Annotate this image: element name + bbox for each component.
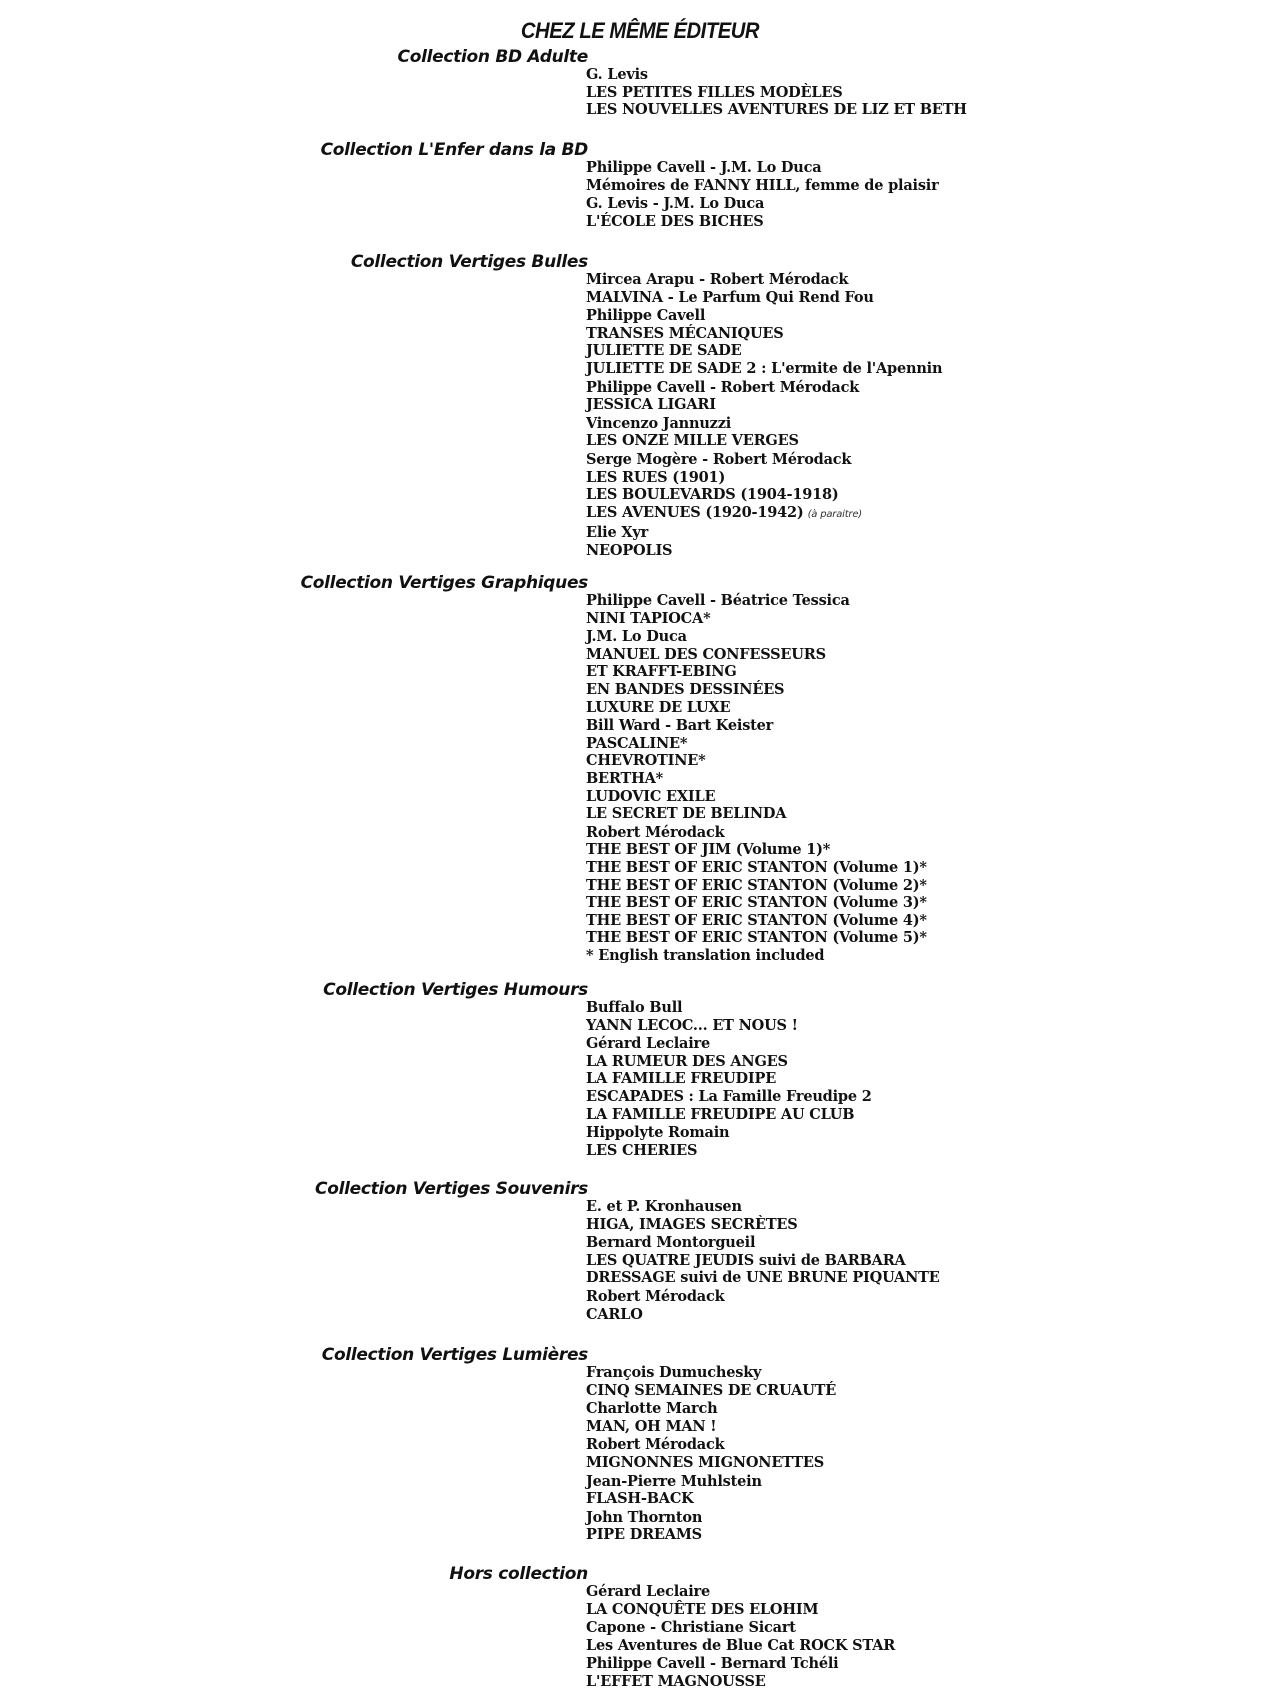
entry-text: Vincenzo Jannuzzi xyxy=(586,414,732,432)
book-title-line xyxy=(586,1601,895,1619)
entry-text: THE BEST OF ERIC STANTON (Volume 3)* xyxy=(586,894,927,912)
entry-text: G. Levis xyxy=(586,66,648,83)
author-line xyxy=(586,1583,895,1601)
entry-text: MANUEL DES CONFESSEURS xyxy=(586,645,826,663)
author-line xyxy=(586,1400,836,1418)
entry-text: JULIETTE DE SADE xyxy=(586,342,742,360)
entry-text: MALVINA - Le Parfum Qui Rend Fou xyxy=(586,288,874,306)
author-line xyxy=(586,1655,895,1673)
author-line xyxy=(586,1473,836,1491)
book-title-line xyxy=(586,1070,872,1088)
author-line xyxy=(586,524,942,542)
entry-text: CARLO xyxy=(586,1305,643,1323)
author-line xyxy=(586,195,939,213)
entry-text: Elie Xyr xyxy=(586,524,649,542)
entry-text: THE BEST OF ERIC STANTON (Volume 1)* xyxy=(586,858,927,876)
author-line xyxy=(586,1509,836,1527)
entry-text: PIPE DREAMS xyxy=(586,1526,702,1544)
collection-entries xyxy=(586,592,927,964)
book-title-line xyxy=(586,1637,895,1655)
entry-text: E. et P. Kronhausen xyxy=(586,1198,742,1215)
entry-text: John Thornton xyxy=(586,1508,703,1526)
author-line xyxy=(586,1198,940,1216)
entry-text: L'ÉCOLE DES BICHES xyxy=(586,212,764,230)
entry-text: DRESSAGE suivi de UNE BRUNE PIQUANTE xyxy=(586,1269,940,1287)
book-title-line xyxy=(586,735,927,753)
entry-text: Gérard Leclaire xyxy=(586,1583,710,1600)
book-title-line xyxy=(586,859,927,877)
author-line xyxy=(586,824,927,842)
author-line xyxy=(586,1436,836,1454)
book-title-line xyxy=(586,177,939,195)
entry-text: LES BOULEVARDS (1904-1918) xyxy=(586,486,839,504)
entry-text: CINQ SEMAINES DE CRUAUTÉ xyxy=(586,1381,837,1399)
entry-text: LES NOUVELLES AVENTURES DE LIZ ET BETH xyxy=(586,101,967,119)
author-line xyxy=(586,1124,872,1142)
book-title-line xyxy=(586,929,927,947)
author-line xyxy=(586,1364,836,1382)
author-line xyxy=(586,1619,895,1637)
book-title-line xyxy=(586,1306,940,1324)
book-title-line xyxy=(586,947,927,965)
book-title-line xyxy=(586,699,927,717)
entry-text: JESSICA LIGARI xyxy=(586,396,716,414)
collection-entries xyxy=(586,999,872,1159)
entry-text: LUXURE DE LUXE xyxy=(586,698,731,716)
collection-heading: Collection Vertiges Lumières xyxy=(321,1345,588,1365)
book-title-line xyxy=(586,788,927,806)
entry-text: MAN, OH MAN ! xyxy=(586,1417,717,1435)
book-title-line xyxy=(586,1673,895,1691)
book-title-line xyxy=(586,1053,872,1071)
collection-heading: Collection BD Adulte xyxy=(397,47,588,67)
book-title-line xyxy=(586,504,942,524)
author-line xyxy=(586,999,872,1017)
book-title-line xyxy=(586,681,927,699)
book-title-line xyxy=(586,894,927,912)
book-title-line xyxy=(586,469,942,487)
entry-text: Mémoires de FANNY HILL, femme de plaisir xyxy=(586,176,939,194)
book-title-line xyxy=(586,1418,836,1436)
book-title-line xyxy=(586,1106,872,1124)
book-title-line xyxy=(586,805,927,823)
entry-text: JULIETTE DE SADE 2 : L'ermite de l'Apennin xyxy=(586,359,943,377)
entry-text: THE BEST OF ERIC STANTON (Volume 5)* xyxy=(586,929,927,947)
entry-text: EN BANDES DESSINÉES xyxy=(586,680,785,698)
collection-heading: Collection Vertiges Graphiques xyxy=(300,573,588,593)
entry-text: BERTHA* xyxy=(586,769,664,787)
entry-text: NINI TAPIOCA* xyxy=(586,609,711,627)
entry-text: THE BEST OF ERIC STANTON (Volume 4)* xyxy=(586,911,927,929)
author-line xyxy=(586,307,942,325)
author-line xyxy=(586,1288,940,1306)
entry-text: THE BEST OF JIM (Volume 1)* xyxy=(586,841,831,859)
book-title-line xyxy=(586,841,927,859)
entry-text: LE SECRET DE BELINDA xyxy=(586,805,787,823)
book-title-line xyxy=(586,432,942,450)
entry-text: PASCALINE* xyxy=(586,734,688,752)
entry-text: LES CHERIES xyxy=(586,1141,698,1159)
entry-text: LUDOVIC EXILE xyxy=(586,787,716,805)
entry-text: Robert Mérodack xyxy=(586,1287,725,1305)
book-title-line xyxy=(586,360,942,378)
entry-text: * English translation included xyxy=(586,946,825,964)
book-title-line xyxy=(586,213,939,231)
entry-text: G. Levis - J.M. Lo Duca xyxy=(586,195,765,213)
collection-heading: Collection Vertiges Humours xyxy=(323,980,588,1000)
book-title-line xyxy=(586,770,927,788)
author-line xyxy=(586,628,927,646)
collection-heading: Hors collection xyxy=(449,1564,588,1584)
entry-text: Serge Mogère - Robert Mérodack xyxy=(586,450,852,468)
entry-text: Philippe Cavell - Béatrice Tessica xyxy=(586,592,850,609)
book-title-line xyxy=(586,1382,836,1400)
book-title-line xyxy=(586,84,967,102)
entry-text: Bernard Montorgueil xyxy=(586,1234,756,1252)
book-title-line xyxy=(586,1454,836,1472)
entry-text: Mircea Arapu - Robert Mérodack xyxy=(586,271,849,288)
entry-text: Jean-Pierre Muhlstein xyxy=(586,1472,762,1490)
collection-entries xyxy=(586,1198,940,1323)
entry-text: Robert Mérodack xyxy=(586,823,725,841)
collection-heading: Collection Vertiges Bulles xyxy=(350,252,588,272)
entry-text: LA CONQUÊTE DES ELOHIM xyxy=(586,1600,819,1618)
author-line xyxy=(586,451,942,469)
entry-text: Gérard Leclaire xyxy=(586,1035,710,1053)
entry-text: MIGNONNES MIGNONETTES xyxy=(586,1453,824,1471)
entry-text: LES QUATRE JEUDIS suivi de BARBARA xyxy=(586,1251,906,1269)
entry-text: ET KRAFFT-EBING xyxy=(586,663,737,681)
entry-text: FLASH-BACK xyxy=(586,1490,694,1508)
entry-text: Bill Ward - Bart Keister xyxy=(586,717,774,735)
entry-text: Buffalo Bull xyxy=(586,999,683,1016)
entry-text: LES AVENUES (1920-1942) xyxy=(586,503,804,521)
book-title-line xyxy=(586,1088,872,1106)
collection-entries xyxy=(586,159,939,230)
book-title-line xyxy=(586,101,967,119)
author-line xyxy=(586,1035,872,1053)
book-title-line xyxy=(586,486,942,504)
book-title-line xyxy=(586,1269,940,1287)
collection-heading: Collection L'Enfer dans la BD xyxy=(320,140,588,160)
entry-text: LES PETITES FILLES MODÈLES xyxy=(586,83,843,101)
entry-text: LA FAMILLE FREUDIPE AU CLUB xyxy=(586,1105,855,1123)
entry-text: François Dumuchesky xyxy=(586,1364,762,1381)
entry-text: Hippolyte Romain xyxy=(586,1124,730,1142)
entry-text: YANN LECOC... ET NOUS ! xyxy=(586,1016,798,1034)
collection-entries xyxy=(586,66,967,119)
book-title-line xyxy=(586,663,927,681)
entry-text: Philippe Cavell - J.M. Lo Duca xyxy=(586,159,822,176)
book-title-line xyxy=(586,877,927,895)
entry-text: Robert Mérodack xyxy=(586,1436,725,1454)
author-line xyxy=(586,1234,940,1252)
book-title-line xyxy=(586,1252,940,1270)
entry-text: TRANSES MÉCANIQUES xyxy=(586,324,784,342)
entry-text: LA FAMILLE FREUDIPE xyxy=(586,1070,777,1088)
book-title-line xyxy=(586,396,942,414)
book-title-line xyxy=(586,610,927,628)
entry-text: LA RUMEUR DES ANGES xyxy=(586,1052,788,1070)
entry-text: THE BEST OF ERIC STANTON (Volume 2)* xyxy=(586,876,927,894)
entry-text: Philippe Cavell xyxy=(586,307,706,325)
entry-text: LES RUES (1901) xyxy=(586,468,726,486)
collection-entries xyxy=(586,1583,895,1691)
entry-text: L'EFFET MAGNOUSSE xyxy=(586,1672,766,1690)
entry-text: Les Aventures de Blue Cat ROCK STAR xyxy=(586,1636,896,1654)
collection-entries xyxy=(586,271,942,560)
author-line xyxy=(586,66,967,84)
book-title-line xyxy=(586,1526,836,1544)
entry-text: ESCAPADES : La Famille Freudipe 2 xyxy=(586,1087,872,1105)
collection-heading: Collection Vertiges Souvenirs xyxy=(315,1179,588,1199)
author-line xyxy=(586,415,942,433)
entry-text: Charlotte March xyxy=(586,1400,718,1418)
author-line xyxy=(586,379,942,397)
entry-text: J.M. Lo Duca xyxy=(586,628,687,646)
entry-text: Capone - Christiane Sicart xyxy=(586,1619,796,1637)
author-line xyxy=(586,271,942,289)
book-title-line xyxy=(586,1142,872,1160)
book-title-line xyxy=(586,1216,940,1234)
author-line xyxy=(586,159,939,177)
forthcoming-note: (à paraitre) xyxy=(807,508,862,520)
entry-text: Philippe Cavell - Bernard Tchéli xyxy=(586,1655,839,1673)
book-title-line xyxy=(586,325,942,343)
book-title-line xyxy=(586,1017,872,1035)
book-title-line xyxy=(586,1490,836,1508)
entry-text: NEOPOLIS xyxy=(586,541,673,559)
entry-text: HIGA, IMAGES SECRÈTES xyxy=(586,1215,798,1233)
book-title-line xyxy=(586,752,927,770)
book-title-line xyxy=(586,912,927,930)
book-title-line xyxy=(586,342,942,360)
entry-text: LES ONZE MILLE VERGES xyxy=(586,432,799,450)
page-title: CHEZ LE MÊME ÉDITEUR xyxy=(520,18,760,43)
collection-entries xyxy=(586,1364,836,1544)
author-line xyxy=(586,592,927,610)
book-title-line xyxy=(586,289,942,307)
book-title-line xyxy=(586,542,942,560)
entry-text: Philippe Cavell - Robert Mérodack xyxy=(586,378,860,396)
book-title-line xyxy=(586,646,927,664)
author-line xyxy=(586,717,927,735)
entry-text: CHEVROTINE* xyxy=(586,752,706,770)
